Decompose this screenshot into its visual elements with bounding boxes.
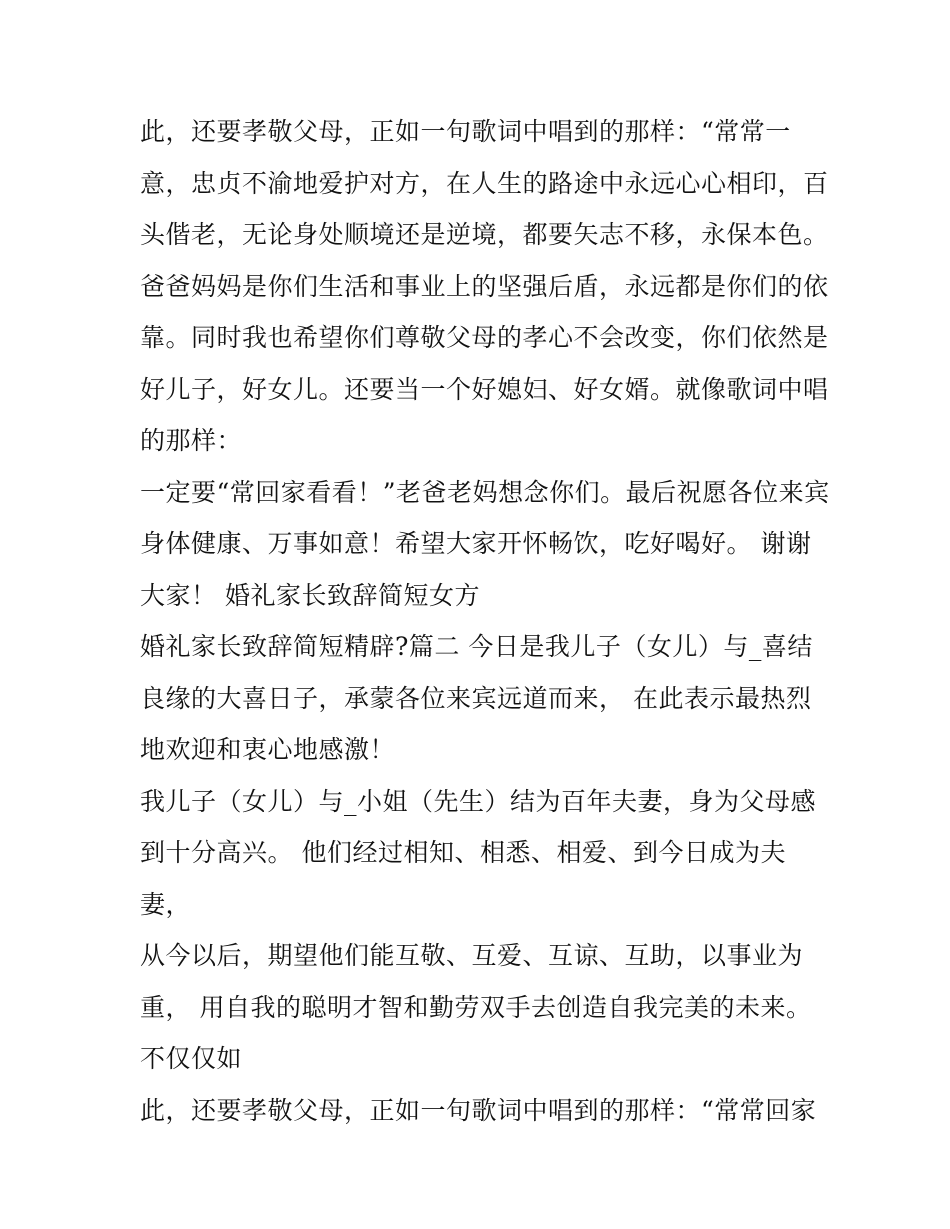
text-line-12: 良缘的大喜日子，承蒙各位来宾远道而来， 在此表示最热烈 [140,683,812,713]
text-line-16: 妻， [140,889,192,919]
text-line-3: 头偕老，无论身处顺境还是逆境，都要矢志不移，永保本色。 [140,220,829,249]
text-line-14: 我儿子（女儿）与_小姐（先生）结为百年夫妻，身为父母感 [140,786,817,816]
text-line-18: 重， 用自我的聪明才智和勤劳双手去创造自我完美的未来。 [140,992,812,1022]
text-line-17: 从今以后，期望他们能互敬、互爱、互谅、互助，以事业为 [140,941,804,970]
text-line-5: 靠。同时我也希望你们尊敬父母的孝心不会改变，你们依然是 [140,323,829,352]
text-line-13: 地欢迎和衷心地感激！ [140,735,396,764]
text-line-4: 爸爸妈妈是你们生活和事业上的坚强后盾，永远都是你们的依 [140,271,829,301]
text-line-2: 意，忠贞不渝地爱护对方，在人生的路途中永远心心相印，百 [140,168,829,198]
text-line-8: 一定要“常回家看看！”老爸老妈想念你们。最后祝愿各位来宾 [140,477,830,507]
text-line-6: 好儿子，好女儿。还要当一个好媳妇、好女婿。就像歌词中唱 [140,374,829,404]
document-body [140,106,830,1136]
text-line-1: 此，还要孝敬父母，正如一句歌词中唱到的那样：“常常一 [140,117,791,146]
text-line-7: 的那样： [140,426,243,455]
text-line-11: 婚礼家长致辞简短精辟?篇二 今日是我儿子（女儿）与_喜结 [140,632,813,661]
text-line-15: 到十分高兴。 他们经过相知、相悉、相爱、到今日成为夫 [140,838,786,867]
text-line-10: 大家！ 婚礼家长致辞简短女方 [140,580,480,610]
text-line-9: 身体健康、万事如意！希望大家开怀畅饮，吃好喝好。 谢谢 [140,529,812,558]
text-line-20: 此，还要孝敬父母，正如一句歌词中唱到的那样：“常常回家 [140,1095,817,1125]
text-line-19: 不仅仅如 [140,1044,243,1073]
